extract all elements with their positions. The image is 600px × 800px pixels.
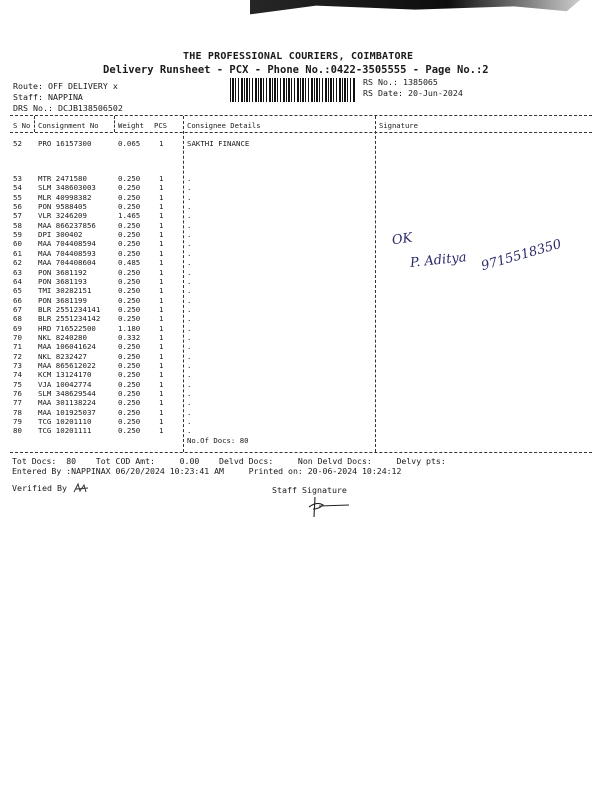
row-sno: 57 — [13, 211, 22, 221]
col-header-details: Consignee Details — [187, 121, 261, 130]
row-weight: 0.250 — [118, 192, 141, 202]
row-weight: 0.250 — [118, 351, 141, 361]
rs-date: RS Date: 20-Jun-2024 — [363, 88, 463, 98]
row-consignee-details: SAKTHI FINANCE — [187, 139, 250, 148]
route-label: Route: OFF DELIVERY x — [13, 81, 118, 91]
row-pcs: 1 — [159, 211, 164, 221]
rs-number: RS No.: 1385065 — [363, 77, 438, 87]
row-weight: 0.250 — [118, 202, 141, 212]
row-weight: 0.250 — [118, 183, 141, 193]
row-sno: 79 — [13, 417, 22, 427]
handwritten-name: P. Aditya — [409, 250, 468, 271]
row-sno: 65 — [13, 286, 22, 296]
row-weight: 0.250 — [118, 314, 141, 324]
table-header-rule — [10, 132, 592, 133]
row-consignment-no: MLR 40998382 — [38, 192, 92, 202]
row-consignee-details: . — [187, 426, 192, 436]
row-consignment-no: SLM 348629544 — [38, 389, 96, 399]
row-pcs: 1 — [159, 342, 164, 352]
row-pcs: 1 — [159, 332, 164, 342]
row-consignee-details: . — [187, 202, 192, 212]
row-consignee-details: . — [187, 370, 192, 380]
row-pcs: 1 — [159, 407, 164, 417]
row-sno: 58 — [13, 220, 22, 230]
row-weight: 0.250 — [118, 267, 141, 277]
row-pcs: 1 — [159, 183, 164, 193]
row-consignee-details: . — [187, 239, 192, 249]
staff-signature-mark — [305, 495, 351, 519]
handwritten-phone: 9715518350 — [479, 236, 564, 275]
row-consignee-details: . — [187, 230, 192, 240]
row-consignment-no: MAA 106041624 — [38, 342, 96, 352]
row-pcs: 1 — [159, 417, 164, 427]
row-weight: 0.250 — [118, 426, 141, 436]
row-weight: 0.250 — [118, 220, 141, 230]
row-consignee-details: . — [187, 323, 192, 333]
row-consignee-details: . — [187, 183, 192, 193]
row-pcs: 1 — [159, 361, 164, 370]
row-consignee-details: . — [187, 314, 192, 324]
row-pcs: 1 — [159, 220, 164, 230]
col-divider — [34, 116, 35, 132]
row-consignment-no: MAA 301138224 — [38, 398, 96, 408]
row-consignee-details: . — [187, 295, 192, 305]
row-pcs: 1 — [159, 174, 164, 183]
row-consignment-no: DPI 300402 — [38, 230, 83, 240]
row-pcs: 1 — [159, 202, 164, 212]
row-pcs: 1 — [159, 314, 164, 324]
col-divider — [183, 116, 184, 452]
table-bottom-rule — [10, 452, 592, 453]
row-consignment-no: SLM 348603003 — [38, 183, 96, 193]
row-consignment-no: PON 3681193 — [38, 276, 87, 286]
row-weight: 0.250 — [118, 174, 141, 183]
row-pcs: 1 — [159, 286, 164, 296]
row-pcs: 1 — [159, 323, 164, 333]
row-weight: 0.250 — [118, 248, 141, 258]
row-consignment-no: MAA 101925037 — [38, 407, 96, 417]
row-weight: 0.250 — [118, 417, 141, 427]
row-consignee-details: . — [187, 332, 192, 342]
row-consignee-details: . — [187, 211, 192, 221]
col-header-consignment: Consignment No — [38, 121, 99, 130]
row-consignment-no: MTR 2471580 — [38, 174, 87, 183]
row-sno: 70 — [13, 332, 22, 342]
row-pcs: 1 — [159, 389, 164, 399]
row-pcs: 1 — [159, 351, 164, 361]
row-consignment-no: MAA 704408604 — [38, 258, 96, 268]
row-pcs: 1 — [159, 370, 164, 380]
row-sno: 61 — [13, 248, 22, 258]
row-weight: 1.180 — [118, 323, 141, 333]
row-weight: 0.250 — [118, 230, 141, 240]
row-consignment-no: MAA 866237856 — [38, 220, 96, 230]
row-consignee-details: . — [187, 174, 192, 183]
row-consignee-details: . — [187, 379, 192, 389]
row-sno: 63 — [13, 267, 22, 277]
row-consignee-details: . — [187, 286, 192, 296]
staff-label: Staff: NAPPINA — [13, 92, 83, 102]
row-pcs: 1 — [159, 248, 164, 258]
col-header-pcs: PCS — [154, 121, 167, 130]
row-consignment-no: TCG 10201110 — [38, 417, 92, 427]
row-pcs: 1 — [159, 295, 164, 305]
row-consignee-details: . — [187, 398, 192, 408]
row-weight: 0.250 — [118, 370, 141, 380]
row-sno: 66 — [13, 295, 22, 305]
row-sno: 71 — [13, 342, 22, 352]
row-pcs: 1 — [159, 239, 164, 249]
handwritten-ok: OK — [391, 230, 414, 249]
table-top-rule — [10, 115, 592, 116]
col-divider — [375, 116, 376, 452]
col-header-weight: Weight — [118, 121, 144, 130]
row-sno: 78 — [13, 407, 22, 417]
row-consignment-no: PRO 16157300 — [38, 139, 92, 148]
row-consignee-details: . — [187, 220, 192, 230]
row-weight: 1.465 — [118, 211, 141, 221]
verified-signature — [72, 482, 92, 496]
row-consignment-no: BLR 2551234141 — [38, 304, 101, 314]
row-weight: 0.250 — [118, 239, 141, 249]
row-consignment-no: NKL 8232427 — [38, 351, 87, 361]
scan-artifact — [250, 0, 580, 16]
summary-entered: Entered By :NAPPINAX 06/20/2024 10:23:41 AM Printed on: 20-06-2024 10:24:12 — [12, 466, 402, 476]
row-weight: 0.250 — [118, 286, 141, 296]
row-weight: 0.250 — [118, 398, 141, 408]
staff-signature-label: Staff Signature — [272, 485, 347, 495]
row-consignment-no: MAA 704408594 — [38, 239, 96, 249]
row-consignee-details: . — [187, 258, 192, 268]
row-sno: 72 — [13, 351, 22, 361]
document-title: Delivery Runsheet - PCX - Phone No.:0422-3505555 - Page No.:2 — [103, 64, 489, 76]
row-sno: 52 — [13, 139, 22, 148]
row-weight: 0.065 — [118, 139, 141, 148]
row-consignment-no: NKL 8240280 — [38, 332, 87, 342]
row-consignment-no: KCM 13124170 — [38, 370, 92, 380]
row-consignee-details: . — [187, 361, 192, 370]
col-divider — [114, 116, 115, 132]
row-consignee-details: . — [187, 342, 192, 352]
row-consignee-details: . — [187, 304, 192, 314]
row-sno: 53 — [13, 174, 22, 183]
row-pcs: 1 — [159, 426, 164, 436]
row-pcs: 1 — [159, 192, 164, 202]
row-consignment-no: TMI 30282151 — [38, 286, 92, 296]
row-sno: 64 — [13, 276, 22, 286]
row-consignment-no: MAA 865612022 — [38, 361, 96, 370]
row-consignee-details: . — [187, 276, 192, 286]
row-consignee-details: . — [187, 407, 192, 417]
row-sno: 67 — [13, 304, 22, 314]
row-weight: 0.250 — [118, 342, 141, 352]
row-pcs: 1 — [159, 139, 164, 148]
row-pcs: 1 — [159, 258, 164, 268]
summary-totals: Tot Docs: 80 Tot COD Amt: 0.00 Delvd Docs: Non Delvd Docs: Delvy pts: — [12, 456, 446, 466]
row-sno: 59 — [13, 230, 22, 240]
row-consignment-no: PON 9588405 — [38, 202, 87, 212]
row-consignee-details: . — [187, 192, 192, 202]
row-sno: 62 — [13, 258, 22, 268]
verified-by-label: Verified By — [12, 483, 67, 493]
row-pcs: 1 — [159, 276, 164, 286]
barcode — [230, 78, 355, 102]
row-weight: 0.250 — [118, 389, 141, 399]
row-sno: 56 — [13, 202, 22, 212]
company-name: THE PROFESSIONAL COURIERS, COIMBATORE — [183, 51, 414, 62]
row-weight: 0.250 — [118, 407, 141, 417]
row-consignee-details: . — [187, 417, 192, 427]
row-weight: 0.332 — [118, 332, 141, 342]
row-weight: 0.250 — [118, 379, 141, 389]
row-weight: 0.250 — [118, 304, 141, 314]
row-weight: 0.250 — [118, 361, 141, 370]
drs-number: DRS No.: DCJB138506502 — [13, 103, 123, 113]
row-consignee-details: . — [187, 389, 192, 399]
row-sno: 74 — [13, 370, 22, 380]
row-sno: 77 — [13, 398, 22, 408]
row-pcs: 1 — [159, 398, 164, 408]
row-pcs: 1 — [159, 304, 164, 314]
row-sno: 54 — [13, 183, 22, 193]
row-consignment-no: HRD 716522500 — [38, 323, 96, 333]
row-consignment-no: VLR 3246209 — [38, 211, 87, 221]
row-consignment-no: VJA 10042774 — [38, 379, 92, 389]
row-weight: 0.485 — [118, 258, 141, 268]
row-pcs: 1 — [159, 267, 164, 277]
row-sno: 60 — [13, 239, 22, 249]
row-consignment-no: PON 3681192 — [38, 267, 87, 277]
row-sno: 55 — [13, 192, 22, 202]
row-weight: 0.250 — [118, 295, 141, 305]
row-consignee-details: . — [187, 351, 192, 361]
row-consignment-no: PON 3681199 — [38, 295, 87, 305]
row-sno: 68 — [13, 314, 22, 324]
row-sno: 73 — [13, 361, 22, 370]
row-consignment-no: TCG 10201111 — [38, 426, 92, 436]
row-consignee-details: . — [187, 248, 192, 258]
row-consignment-no: MAA 704408593 — [38, 248, 96, 258]
no-of-docs: No.Of Docs: 80 — [187, 436, 249, 445]
row-consignment-no: BLR 2551234142 — [38, 314, 101, 324]
row-sno: 76 — [13, 389, 22, 399]
row-weight: 0.250 — [118, 276, 141, 286]
row-consignee-details: . — [187, 267, 192, 277]
row-sno: 69 — [13, 323, 22, 333]
row-sno: 75 — [13, 379, 22, 389]
row-pcs: 1 — [159, 379, 164, 389]
col-header-signature: Signature — [379, 121, 418, 130]
row-pcs: 1 — [159, 230, 164, 240]
row-sno: 80 — [13, 426, 22, 436]
col-header-sno: S No — [13, 121, 31, 130]
